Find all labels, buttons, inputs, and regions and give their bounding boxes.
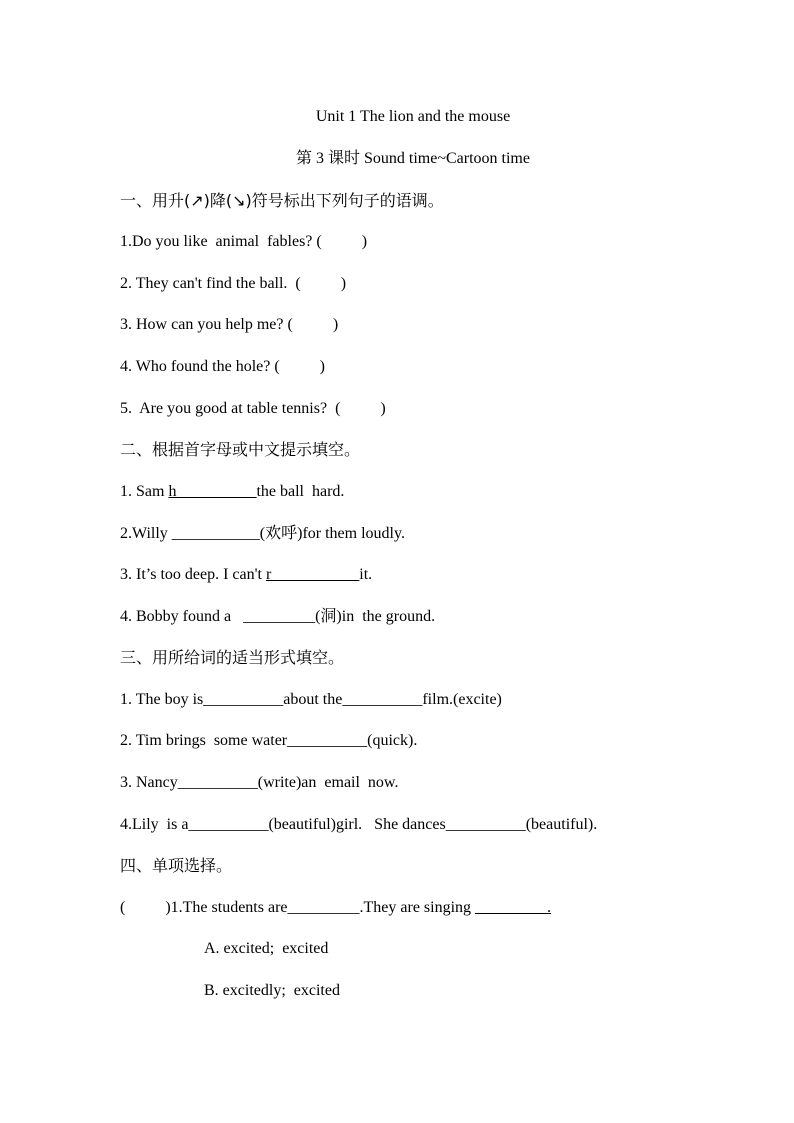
option-b: B. excitedly; excited <box>204 982 340 999</box>
section2-item-3-suffix: it. <box>359 566 373 583</box>
section3-item-3: 3. Nancy__________(write)an email now. <box>120 774 399 791</box>
section2-item-1-blank: h__________ <box>168 483 257 500</box>
section1-item-1: 1.Do you like animal fables? ( ) <box>120 233 368 250</box>
section2-item-3-prefix: 3. It’s too deep. I can't <box>120 566 266 583</box>
question-1-blank-2: _________. <box>475 899 552 916</box>
section4-question-1 <box>120 898 551 918</box>
section1-heading: 一、用升(↗)降(↘)符号标出下列句子的语调。 <box>120 191 444 210</box>
section3-item-1: 1. The boy is__________about the__________film.(excite) <box>120 691 502 708</box>
section1-item-3: 3. How can you help me? ( ) <box>120 316 339 333</box>
section1-item-4: 4. Who found the hole? ( ) <box>120 358 325 375</box>
section2-item-3 <box>120 565 372 585</box>
section2-heading: 二、根据首字母或中文提示填空。 <box>120 440 361 459</box>
page-title: Unit 1 The lion and the mouse <box>315 108 511 125</box>
section2-item-1-prefix: 1. Sam <box>120 483 169 500</box>
section1-item-2: 2. They can't find the ball. ( ) <box>120 275 347 292</box>
section2-item-2: 2.Willy ___________(欢呼)for them loudly. <box>120 525 405 542</box>
section2-item-4: 4. Bobby found a _________(洞)in the ground. <box>120 608 436 625</box>
question-1-blank-1: _________ <box>287 899 360 916</box>
section2-item-1 <box>120 482 344 502</box>
section4-heading: 四、单项选择。 <box>120 856 233 875</box>
question-1-prefix: ( )1.The students are <box>120 899 288 916</box>
section2-item-3-blank: r___________ <box>265 566 360 583</box>
section1-item-5: 5. Are you good at table tennis? ( ) <box>120 400 386 417</box>
section3-item-2: 2. Tim brings some water__________(quick). <box>120 732 418 749</box>
section3-heading: 三、用所给词的适当形式填空。 <box>120 648 345 667</box>
question-1-middle: .They are singing <box>359 899 476 916</box>
option-a: A. excited; excited <box>204 940 329 957</box>
section2-item-1-suffix: the ball hard. <box>256 483 345 500</box>
section3-item-4: 4.Lily is a__________(beautiful)girl. She dances__________(beautiful). <box>120 816 598 833</box>
page-subtitle: 第 3 课时 Sound time~Cartoon time <box>296 150 530 167</box>
